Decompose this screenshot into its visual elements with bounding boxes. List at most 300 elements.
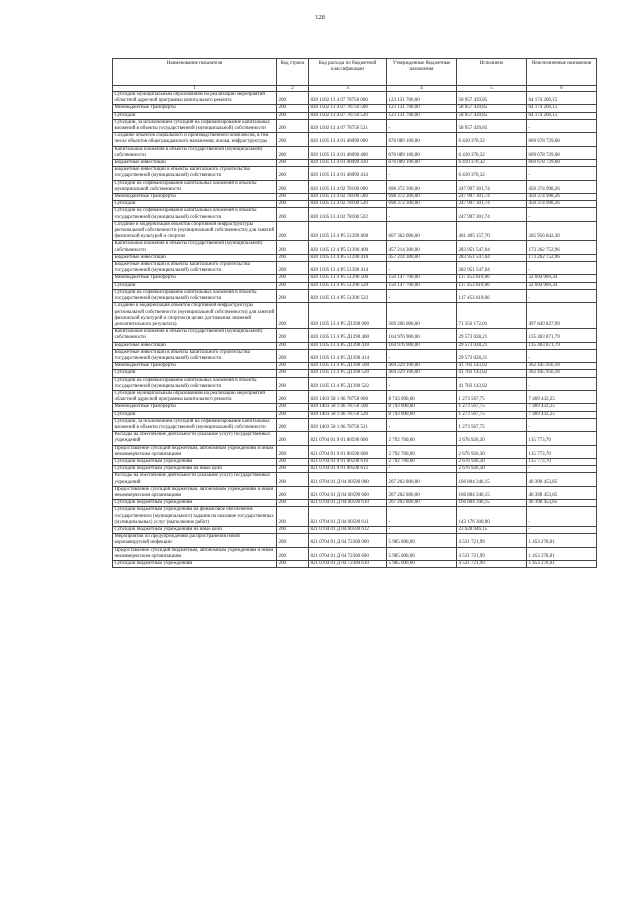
row-unexecuted: 450 374 998,26 xyxy=(527,201,597,208)
row-line-code: 200 xyxy=(277,105,309,112)
row-unexecuted: 205 956 842,30 xyxy=(527,221,597,241)
row-name: Предоставление субсидий бюджетным, автономным учреждениям и иным некоммерческим организациям xyxy=(113,486,277,499)
row-budget-code: 820 1105 13 4 01 40090 410 xyxy=(309,160,387,167)
row-executed: 29 573 028,21 xyxy=(457,329,527,342)
row-name: Субсидии бюджетным учреждениям на финансовое обеспечение государственного (муниципального) задания на оказание государственных (муниципальных) услуг (выполнение работ) xyxy=(113,507,277,527)
table-row xyxy=(113,547,597,560)
row-budget-code: 821 0704 01 Д 04 72300 610 xyxy=(309,561,387,568)
row-name: Субсидии бюджетным учреждениям xyxy=(113,458,277,465)
row-approved: 404 229 100,00 xyxy=(387,363,457,370)
header-executed: Исполнено xyxy=(457,59,527,86)
row-name: Бюджетные инвестиции xyxy=(113,254,277,261)
table-row xyxy=(113,390,597,403)
table-row xyxy=(113,146,597,159)
row-executed: 283 951 547,04 xyxy=(457,254,527,261)
row-budget-code: 820 1105 13 4 02 78100 522 xyxy=(309,208,387,221)
row-budget-code: 821 0704 01 9 01 00590 000 xyxy=(309,432,387,445)
row-name: Субсидии на софинансирование капитальных вложений в объекты муниципальной собственности xyxy=(113,180,277,193)
row-budget-code: 820 1105 13 4 P5 Д1390 400 xyxy=(309,329,387,342)
row-line-code: 200 xyxy=(277,208,309,221)
page-number: 128 xyxy=(315,14,325,21)
header-line-code: Код строки xyxy=(277,59,309,86)
row-executed: 58 957 439,85 xyxy=(457,119,527,132)
row-unexecuted: 1 453 278,01 xyxy=(527,547,597,560)
row-unexecuted: 64 174 260,15 xyxy=(527,92,597,105)
row-executed: 2 676 926,30 xyxy=(457,458,527,465)
row-approved: 607 362 000,00 xyxy=(387,221,457,241)
row-line-code: 200 xyxy=(277,119,309,132)
row-line-code: 200 xyxy=(277,112,309,119)
table-row xyxy=(113,370,597,377)
row-executed: 4 531 721,99 xyxy=(457,561,527,568)
header-unexecuted: Неисполненные назначения xyxy=(527,59,597,86)
table-row xyxy=(113,254,597,261)
row-executed: 166 804 346,15 xyxy=(457,473,527,486)
row-name: Межбюджетные трансферты xyxy=(113,404,277,411)
row-name: Мероприятия по предупреждению распространения новой коронавирусной инфекции xyxy=(113,534,277,547)
row-name: Предоставление субсидий бюджетным, автономным учреждениям и иным некоммерческим организациям xyxy=(113,445,277,458)
row-unexecuted: 362 445 956,18 xyxy=(527,370,597,377)
row-line-code: 200 xyxy=(277,390,309,403)
row-budget-code: 820 1403 58 1 06 78750 521 xyxy=(309,418,387,431)
row-budget-code: 821 0704 01 Д 04 00590 000 xyxy=(309,473,387,486)
row-approved: 123 131 700,00 xyxy=(387,105,457,112)
row-budget-code: 820 1105 13 4 P5 51390 414 xyxy=(309,262,387,275)
row-name: Субсидии, за исключением субсидий на софинансирование капитальных вложений в объекты государственной (муниципальной) собственности xyxy=(113,418,277,431)
row-unexecuted: 135 403 871,79 xyxy=(527,329,597,342)
row-name: Предоставление субсидий бюджетным, автономным учреждениям и иным некоммерческим организациям xyxy=(113,547,277,560)
row-unexecuted: 450 374 998,26 xyxy=(527,194,597,201)
row-unexecuted: 173 262 752,96 xyxy=(527,254,597,261)
row-line-code: 200 xyxy=(277,547,309,560)
table-row xyxy=(113,119,597,132)
table-row xyxy=(113,377,597,390)
row-budget-code: 820 1105 13 4 01 40090 400 xyxy=(309,146,387,159)
row-approved: 8 743 000,00 xyxy=(387,404,457,411)
row-budget-code: 820 1105 13 4 01 40090 414 xyxy=(309,167,387,180)
table-row xyxy=(113,473,597,486)
row-executed: 1 273 567,75 xyxy=(457,404,527,411)
row-line-code: 200 xyxy=(277,458,309,465)
row-budget-code: 820 1105 13 4 01 40090 000 xyxy=(309,133,387,146)
row-budget-code: 820 1105 13 4 P5 51390 000 xyxy=(309,221,387,241)
row-line-code: 200 xyxy=(277,411,309,418)
row-unexecuted: - xyxy=(527,289,597,302)
row-approved: 676 089 100,00 xyxy=(387,133,457,146)
row-approved: - xyxy=(387,262,457,275)
row-executed: 2 676 926,30 xyxy=(457,432,527,445)
row-line-code: 200 xyxy=(277,363,309,370)
table-row xyxy=(113,160,597,167)
row-name: Субсидии xyxy=(113,411,277,418)
table-row xyxy=(113,208,597,221)
row-approved: - xyxy=(387,527,457,534)
row-approved: - xyxy=(387,466,457,473)
row-executed: 166 804 346,15 xyxy=(457,500,527,507)
row-name: Бюджетные инвестиции в объекты капитального строительства государственной (муниципальной) собственности xyxy=(113,262,277,275)
row-unexecuted: 497 849 827,99 xyxy=(527,303,597,329)
row-approved: 404 229 100,00 xyxy=(387,370,457,377)
row-executed: 6 410 370,32 xyxy=(457,160,527,167)
row-line-code: 200 xyxy=(277,370,309,377)
row-approved: 8 743 000,00 xyxy=(387,390,457,403)
table-row xyxy=(113,133,597,146)
row-budget-code: 820 1403 58 1 06 78750 000 xyxy=(309,390,387,403)
table-row xyxy=(113,411,597,418)
table-row xyxy=(113,500,597,507)
row-unexecuted: - xyxy=(527,466,597,473)
row-budget-code: 820 1105 13 4 02 78100 520 xyxy=(309,201,387,208)
row-budget-code: 820 1105 13 4 P5 Д1390 410 xyxy=(309,342,387,349)
row-name: Капитальные вложения в объекты государственной (муниципальной) собственности xyxy=(113,329,277,342)
row-approved: 2 792 700,00 xyxy=(387,445,457,458)
row-approved: 457 214 300,00 xyxy=(387,254,457,261)
row-line-code: 200 xyxy=(277,275,309,282)
table-row xyxy=(113,92,597,105)
row-budget-code: 820 1105 13 4 P5 Д1390 414 xyxy=(309,349,387,362)
row-approved: 2 792 700,00 xyxy=(387,432,457,445)
row-unexecuted: - xyxy=(527,208,597,221)
row-unexecuted: 669 678 729,68 xyxy=(527,160,597,167)
row-unexecuted: 173 262 752,96 xyxy=(527,241,597,254)
row-line-code: 200 xyxy=(277,473,309,486)
row-name: Межбюджетные трансферты xyxy=(113,275,277,282)
row-executed: 6 410 370,32 xyxy=(457,133,527,146)
row-budget-code: 820 1105 13 4 P5 Д1390 522 xyxy=(309,377,387,390)
row-unexecuted: 450 374 998,26 xyxy=(527,180,597,193)
column-number: 3 xyxy=(309,86,387,92)
row-executed: 4 531 721,99 xyxy=(457,534,527,547)
row-name: Субсидии xyxy=(113,112,277,119)
row-executed: 283 951 547,04 xyxy=(457,241,527,254)
table-row xyxy=(113,282,597,289)
table-row xyxy=(113,534,597,547)
row-name: Субсидии на софинансирование капитальных вложений в объекты государственной (муниципальной) собственности xyxy=(113,377,277,390)
row-line-code: 200 xyxy=(277,289,309,302)
row-approved: 569 206 000,00 xyxy=(387,303,457,329)
table-row xyxy=(113,404,597,411)
row-executed: 58 957 439,85 xyxy=(457,105,527,112)
row-budget-code: 820 1105 13 4 P5 Д1390 000 xyxy=(309,303,387,329)
row-name: Субсидии, за исключением субсидий на софинансирование капитальных вложений в объекты государственной (муниципальной) собственности xyxy=(113,119,277,132)
row-line-code: 200 xyxy=(277,534,309,547)
row-budget-code: 820 1105 13 4 P5 Д1390 520 xyxy=(309,370,387,377)
row-approved: 5 985 000,00 xyxy=(387,547,457,560)
row-name: Субсидии бюджетным учреждениям xyxy=(113,561,277,568)
row-budget-code: 820 1102 13 4 07 78750 520 xyxy=(309,112,387,119)
row-line-code: 200 xyxy=(277,349,309,362)
row-line-code: 200 xyxy=(277,432,309,445)
row-unexecuted: 1 453 278,01 xyxy=(527,534,597,547)
row-executed: 1 273 567,75 xyxy=(457,418,527,431)
row-name: Бюджетные инвестиции xyxy=(113,342,277,349)
row-executed: 71 356 172,01 xyxy=(457,303,527,329)
row-line-code: 200 xyxy=(277,221,309,241)
row-unexecuted: - xyxy=(527,418,597,431)
row-approved: - xyxy=(387,349,457,362)
row-line-code: 200 xyxy=(277,527,309,534)
table-row xyxy=(113,418,597,431)
table-row xyxy=(113,486,597,499)
row-unexecuted: 115 773,70 xyxy=(527,458,597,465)
column-number: 2 xyxy=(277,86,309,92)
row-budget-code: 821 0704 01 Д 04 00590 612 xyxy=(309,527,387,534)
row-unexecuted: - xyxy=(527,377,597,390)
table-row xyxy=(113,105,597,112)
column-number: 1 xyxy=(113,86,277,92)
row-unexecuted: 32 694 089,34 xyxy=(527,275,597,282)
row-budget-code: 820 1105 13 4 P5 Д1390 500 xyxy=(309,363,387,370)
row-approved: - xyxy=(387,167,457,180)
row-unexecuted: 135 403 871,79 xyxy=(527,342,597,349)
row-name: Создание и модернизация объектов спортивной инфраструктуры региональной собственности (муниципальной собственности) для занятий физической культурой и спортом xyxy=(113,221,277,241)
row-name: Создание и модернизация объектов спортивной инфраструктуры региональной собственности (муниципальной собственности) для занятий физической культурой и спортом (в целях достижения значений дополнительного результата) xyxy=(113,303,277,329)
row-budget-code: 821 0704 01 Д 04 00590 610 xyxy=(309,500,387,507)
table-row xyxy=(113,241,597,254)
column-number: 5 xyxy=(457,86,527,92)
table-row xyxy=(113,275,597,282)
table-row xyxy=(113,112,597,119)
row-approved: 150 147 700,00 xyxy=(387,282,457,289)
row-approved: 676 089 100,00 xyxy=(387,146,457,159)
row-unexecuted: 115 773,70 xyxy=(527,445,597,458)
row-executed: 247 997 301,74 xyxy=(457,194,527,201)
row-line-code: 200 xyxy=(277,146,309,159)
row-name: Субсидии бюджетным учреждениям на иные цели xyxy=(113,466,277,473)
row-line-code: 200 xyxy=(277,262,309,275)
row-unexecuted: - xyxy=(527,262,597,275)
row-name: Субсидии муниципальным образованиям на реализацию мероприятий областной адресной программы капитального ремонта xyxy=(113,92,277,105)
table-row xyxy=(113,329,597,342)
row-line-code: 200 xyxy=(277,329,309,342)
table-row xyxy=(113,289,597,302)
row-budget-code: 821 0704 01 Д 04 72300 000 xyxy=(309,534,387,547)
table-row xyxy=(113,466,597,473)
row-approved: 698 372 300,00 xyxy=(387,194,457,201)
row-approved: 207 202 800,00 xyxy=(387,486,457,499)
row-line-code: 200 xyxy=(277,194,309,201)
row-approved: 123 131 700,00 xyxy=(387,112,457,119)
table-row xyxy=(113,458,597,465)
row-name: Межбюджетные трансферты xyxy=(113,194,277,201)
row-name: Субсидии бюджетным учреждениям на иные цели xyxy=(113,527,277,534)
row-name: Создание объектов социального и производственного комплексов, в том числе объектов общегражданского назначения, жилья, инфраструктуры xyxy=(113,133,277,146)
row-budget-code: 821 0704 01 9 01 00590 600 xyxy=(309,445,387,458)
row-name: Бюджетные инвестиции в объекты капитального строительства государственной (муниципальной) собственности xyxy=(113,349,277,362)
row-line-code: 200 xyxy=(277,486,309,499)
row-executed: 2 676 926,30 xyxy=(457,445,527,458)
row-executed: 2 676 926,30 xyxy=(457,466,527,473)
row-unexecuted: 40 398 453,85 xyxy=(527,473,597,486)
row-approved: 5 985 000,00 xyxy=(387,534,457,547)
row-executed: 117 453 610,66 xyxy=(457,289,527,302)
row-approved: - xyxy=(387,507,457,527)
row-executed: 117 453 610,66 xyxy=(457,282,527,289)
budget-execution-table xyxy=(112,58,597,568)
row-executed: 4 531 721,99 xyxy=(457,547,527,560)
row-budget-code: 820 1105 13 4 P5 51390 500 xyxy=(309,275,387,282)
row-executed: 143 176 300,00 xyxy=(457,507,527,527)
row-line-code: 200 xyxy=(277,282,309,289)
row-approved: - xyxy=(387,208,457,221)
row-line-code: 200 xyxy=(277,303,309,329)
row-approved: 123 131 700,00 xyxy=(387,92,457,105)
row-budget-code: 820 1403 58 1 06 78750 520 xyxy=(309,411,387,418)
row-unexecuted: - xyxy=(527,527,597,534)
row-executed: 247 997 301,74 xyxy=(457,201,527,208)
row-approved: 457 214 300,00 xyxy=(387,241,457,254)
row-name: Субсидии муниципальным образованиям на реализацию мероприятий областной адресной программы капитального ремонта xyxy=(113,390,277,403)
row-executed: 1 273 567,75 xyxy=(457,390,527,403)
row-budget-code: 820 1102 13 4 07 78750 500 xyxy=(309,105,387,112)
row-name: Бюджетные инвестиции xyxy=(113,160,277,167)
row-line-code: 200 xyxy=(277,445,309,458)
row-budget-code: 820 1105 13 4 P5 51390 410 xyxy=(309,254,387,261)
row-budget-code: 820 1105 13 4 02 78100 000 xyxy=(309,180,387,193)
row-name: Межбюджетные трансферты xyxy=(113,105,277,112)
column-number: 6 xyxy=(527,86,597,92)
row-name: Субсидии xyxy=(113,282,277,289)
row-line-code: 200 xyxy=(277,561,309,568)
table-row xyxy=(113,527,597,534)
table-row xyxy=(113,201,597,208)
row-unexecuted: 7 469 432,25 xyxy=(527,404,597,411)
row-executed: 29 573 028,21 xyxy=(457,349,527,362)
table-row xyxy=(113,180,597,193)
row-approved: - xyxy=(387,377,457,390)
row-name: Субсидии на софинансирование капитальных вложений в объекты государственной (муниципальной) собственности xyxy=(113,208,277,221)
row-approved: - xyxy=(387,289,457,302)
table-row xyxy=(113,303,597,329)
row-line-code: 200 xyxy=(277,404,309,411)
row-line-code: 200 xyxy=(277,160,309,167)
row-executed: 29 573 028,21 xyxy=(457,342,527,349)
row-unexecuted: 64 174 260,15 xyxy=(527,112,597,119)
header-approved: Утвержденные бюджетные назначения xyxy=(387,59,457,86)
row-line-code: 200 xyxy=(277,241,309,254)
row-unexecuted: 64 174 260,15 xyxy=(527,105,597,112)
row-budget-code: 821 0704 01 9 01 00590 610 xyxy=(309,458,387,465)
row-unexecuted: 40 398 453,85 xyxy=(527,500,597,507)
row-unexecuted: - xyxy=(527,119,597,132)
row-approved: - xyxy=(387,119,457,132)
row-name: Капитальные вложения в объекты государственной (муниципальной) собственности xyxy=(113,146,277,159)
row-name: Субсидии бюджетным учреждениям xyxy=(113,500,277,507)
table-row xyxy=(113,363,597,370)
row-line-code: 200 xyxy=(277,466,309,473)
row-executed: 247 997 301,74 xyxy=(457,180,527,193)
table-row xyxy=(113,221,597,241)
row-name: Расходы на обеспечение деятельности (оказание услуг) государственных учреждений xyxy=(113,473,277,486)
row-executed: 41 783 143,82 xyxy=(457,363,527,370)
table-row xyxy=(113,432,597,445)
row-line-code: 200 xyxy=(277,167,309,180)
row-executed: 401 405 157,70 xyxy=(457,221,527,241)
row-executed: 166 804 346,15 xyxy=(457,486,527,499)
row-unexecuted: 669 678 729,68 xyxy=(527,146,597,159)
row-budget-code: 820 1105 13 4 P5 51390 522 xyxy=(309,289,387,302)
row-budget-code: 821 0704 01 Д 04 00590 600 xyxy=(309,486,387,499)
row-executed: 41 783 143,82 xyxy=(457,370,527,377)
row-unexecuted: 1 453 278,01 xyxy=(527,561,597,568)
row-unexecuted: 115 773,70 xyxy=(527,432,597,445)
row-name: Межбюджетные трансферты xyxy=(113,363,277,370)
row-unexecuted: 7 469 432,25 xyxy=(527,411,597,418)
row-line-code: 200 xyxy=(277,254,309,261)
row-unexecuted: - xyxy=(527,167,597,180)
row-name: Субсидии xyxy=(113,201,277,208)
header-name: Наименование показателя xyxy=(113,59,277,86)
row-approved: 5 985 000,00 xyxy=(387,561,457,568)
row-executed: 1 273 567,75 xyxy=(457,411,527,418)
row-budget-code: 820 1105 13 4 P5 51390 520 xyxy=(309,282,387,289)
row-budget-code: 821 0704 01 9 01 00590 612 xyxy=(309,466,387,473)
row-unexecuted: 32 694 089,34 xyxy=(527,282,597,289)
row-approved: 8 743 000,00 xyxy=(387,411,457,418)
row-name: Бюджетные инвестиции в объекты капитального строительства государственной (муниципальной) собственности xyxy=(113,167,277,180)
table-row xyxy=(113,445,597,458)
row-budget-code: 820 1403 58 1 06 78750 500 xyxy=(309,404,387,411)
row-line-code: 200 xyxy=(277,500,309,507)
row-name: Субсидии на софинансирование капитальных вложений в объекты государственной (муниципальной) собственности xyxy=(113,289,277,302)
column-number: 4 xyxy=(387,86,457,92)
row-unexecuted: - xyxy=(527,349,597,362)
row-executed: 58 957 439,85 xyxy=(457,92,527,105)
row-name: Капитальные вложения в объекты государственной (муниципальной) собственности xyxy=(113,241,277,254)
row-budget-code: 820 1102 13 4 07 78750 521 xyxy=(309,119,387,132)
row-budget-code: 820 1105 13 4 02 78100 500 xyxy=(309,194,387,201)
row-approved: 164 976 900,00 xyxy=(387,329,457,342)
row-budget-code: 820 1102 13 4 07 78750 000 xyxy=(309,92,387,105)
row-executed: 6 410 370,32 xyxy=(457,146,527,159)
row-line-code: 200 xyxy=(277,377,309,390)
row-line-code: 200 xyxy=(277,133,309,146)
row-executed: 58 957 439,85 xyxy=(457,112,527,119)
row-line-code: 200 xyxy=(277,92,309,105)
table-row xyxy=(113,194,597,201)
row-approved: 207 202 800,00 xyxy=(387,473,457,486)
row-budget-code: 821 0704 01 Д 04 72300 600 xyxy=(309,547,387,560)
row-approved: 698 372 300,00 xyxy=(387,180,457,193)
row-executed: 283 951 547,04 xyxy=(457,262,527,275)
table-header-row xyxy=(113,59,597,86)
row-approved: 207 202 800,00 xyxy=(387,500,457,507)
header-budget-code: Код расхода по бюджетной классификации xyxy=(309,59,387,86)
row-unexecuted: 362 445 956,18 xyxy=(527,363,597,370)
table-row xyxy=(113,349,597,362)
row-name: Расходы на обеспечение деятельности (оказание услуг) государственных учреждений xyxy=(113,432,277,445)
row-unexecuted: 669 678 729,68 xyxy=(527,133,597,146)
row-budget-code: 820 1105 13 4 P5 51390 400 xyxy=(309,241,387,254)
row-line-code: 200 xyxy=(277,507,309,527)
row-line-code: 200 xyxy=(277,201,309,208)
row-executed: 6 410 370,32 xyxy=(457,167,527,180)
table-row xyxy=(113,262,597,275)
row-line-code: 200 xyxy=(277,418,309,431)
row-executed: 117 453 610,66 xyxy=(457,275,527,282)
table-row xyxy=(113,507,597,527)
table-row xyxy=(113,167,597,180)
row-budget-code: 821 0704 01 Д 04 00590 611 xyxy=(309,507,387,527)
row-executed: 23 628 046,15 xyxy=(457,527,527,534)
row-unexecuted: - xyxy=(527,507,597,527)
row-approved: 164 976 900,00 xyxy=(387,342,457,349)
row-executed: 41 783 143,82 xyxy=(457,377,527,390)
row-approved: - xyxy=(387,418,457,431)
row-unexecuted: 40 398 453,85 xyxy=(527,486,597,499)
row-unexecuted: 7 469 432,25 xyxy=(527,390,597,403)
table-row xyxy=(113,342,597,349)
